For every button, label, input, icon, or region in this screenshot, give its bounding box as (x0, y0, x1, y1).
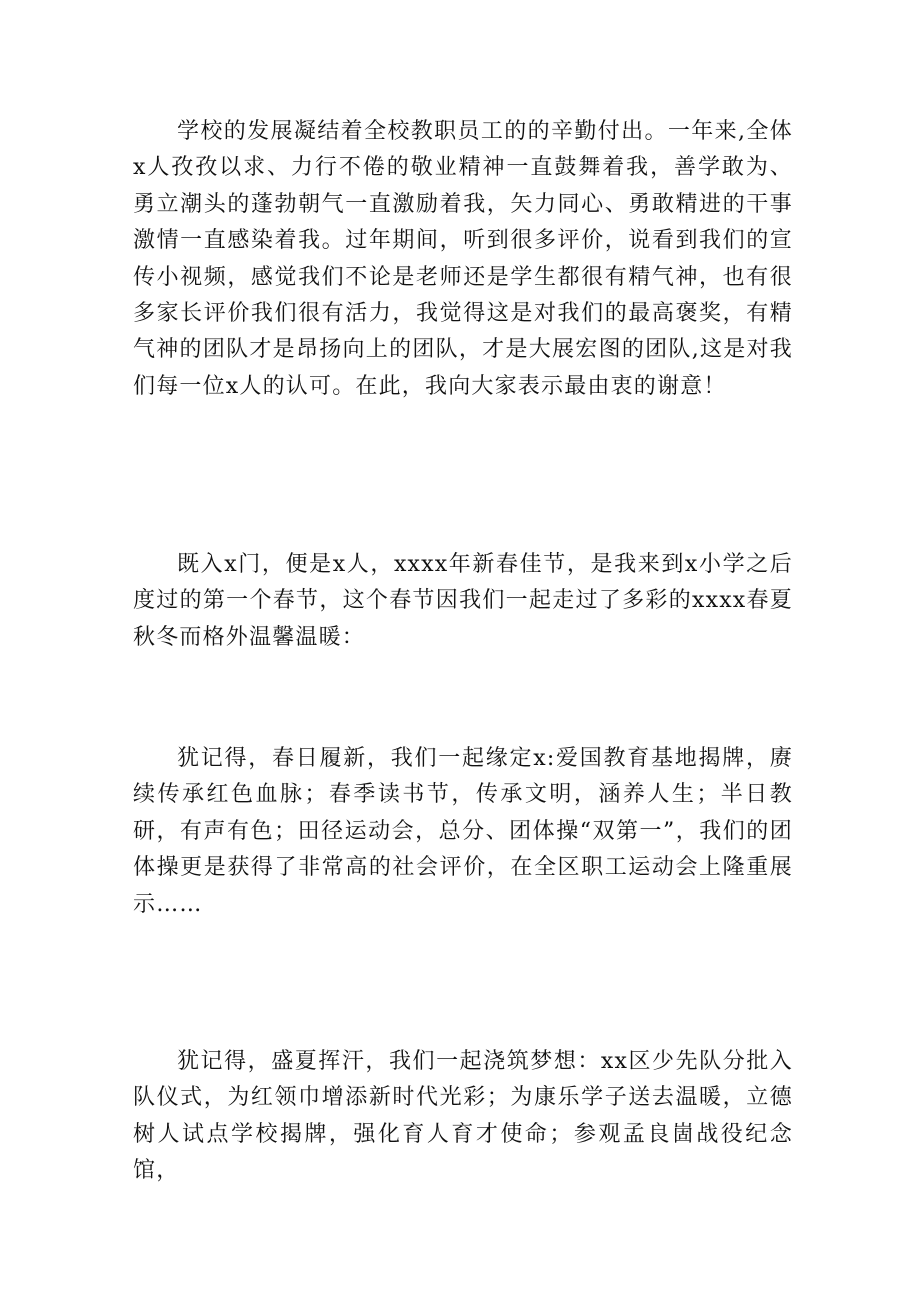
paragraph-spring-memories: 犹记得，春日履新，我们一起缘定x:爱国教育基地揭牌，赓续传承红色血脉；春季读书节，传承文明，涵养人生；半日教研，有声有色；田径运动会，总分、团体操“双第一”，我们的团体操更是获得了非常高的社会评价，在全区职工运动会上隆重展示…… (133, 746, 793, 917)
paragraph-staff-gratitude: 学校的发展凝结着全校教职员工的的辛勤付出。一年来,全体x人孜孜以求、力行不倦的敬业精神一直鼓舞着我，善学敢为、勇立潮头的蓬勃朝气一直激励着我，矢力同心、勇敢精进的干事激情一直感染着我。过年期间，听到很多评价，说看到我们的宣传小视频，感觉我们不论是老师还是学生都很有精气神，也有很多家长评价我们很有活力，我觉得这是对我们的最高褒奖，有精气神的团队才是昂扬向上的团队，才是大展宏图的团队,这是对我们每一位x人的认可。在此，我向大家表示最由衷的谢意！ (133, 119, 793, 399)
paragraph-spring-festival: 既入x门，便是x人，xxxx年新春佳节，是我来到x小学之后度过的第一个春节，这个春节因我们一起走过了多彩的xxxx春夏秋冬而格外温馨温暖： (133, 552, 793, 650)
paragraph-summer-memories: 犹记得，盛夏挥汗，我们一起浇筑梦想：xx区少先队分批入队仪式，为红领巾增添新时代光彩；为康乐学子送去温暖，立德树人试点学校揭牌，强化育人育才使命；参观孟良崮战役纪念馆， (133, 1049, 793, 1184)
